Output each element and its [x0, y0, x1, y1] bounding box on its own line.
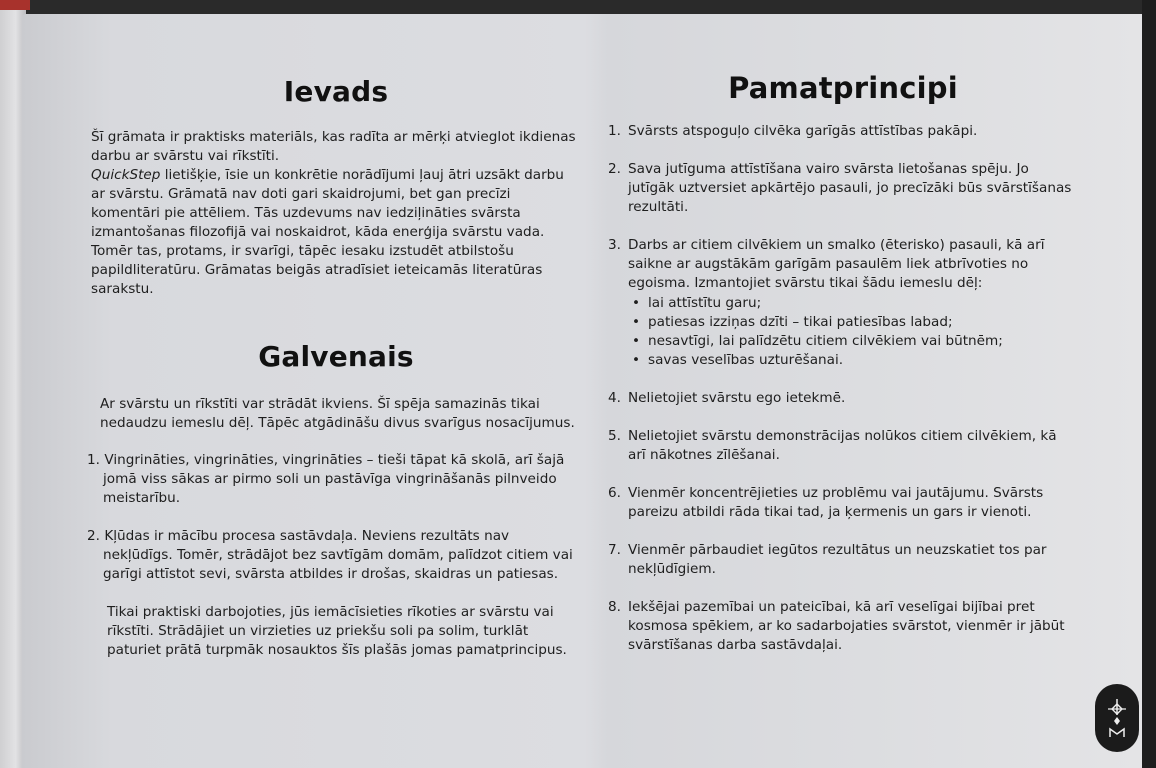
item-text: Kļūdas ir mācību procesa sastāvdaļa. Neviens rezultāts nav nekļūdīgs. Tomēr, strādājot bez savtīgām domām, palīdzot citiem vai garīgi attīstot sevi, svārsta atbildes ir drošas, skaidras un patiesas. [103, 528, 573, 582]
left-page [87, 72, 581, 660]
item-text: Vienmēr pārbaudiet iegūtos rezultātus un neuzskatiet tos par nekļūdīgiem. [628, 542, 1047, 577]
item-number: 6. [608, 485, 621, 501]
bullet-text: lai attīstītu garu; [648, 295, 762, 311]
item-text: Iekšējai pazemībai un pateicībai, kā arī veselīgai bijībai pret kosmosa spēkiem, ar ko sadarbojaties svārstot, vienmēr ir jābūt svārstīšanas darba sastāvdaļai. [628, 599, 1065, 653]
background-edge [1142, 0, 1156, 768]
item-text: Svārsts atspoguļo cilvēka garīgās attīstības pakāpi. [628, 123, 978, 139]
galvenais-intro: Ar svārstu un rīkstīti var strādāt ikviens. Šī spēja samazinās tikai nedaudzu iemeslu dēļ. Tāpēc atgādināšu divus svarīgus nosacījumus. [100, 396, 575, 431]
galvenais-item-1 [87, 451, 581, 508]
ievads-paragraph-2-text: lietišķie, īsie un konkrētie norādījumi ļauj ātri uzsākt darbu ar svārstu. Grāmatā nav doti gari skaidrojumi, bet gan precīzi komentāri pie attēliem. Tās uzdevums nav iedziļināties svārsta izmantošanas filozofijā vai noskaidrot, kāda enerģija svārstu vada. Tomēr tas, protams, ir svarīgi, tāpēc iesaku izstudēt atbilstošu papildliteratūru. Grāmatas beigās atradīsiet ieteicamās literatūras sarakstu. [91, 167, 564, 297]
item-text: Vienmēr koncentrējieties uz problēmu vai jautājumu. Svārsts pareizu atbildi rāda tikai tad, ja ķermenis un gars ir vienoti. [628, 485, 1044, 520]
item-text: Darbs ar citiem cilvēkiem un smalko (ēterisko) pasauli, kā arī saikne ar augstākām garīgām pasaulēm liek atbrīvoties no egoisma. Izmantojiet svārstu tikai šādu iemeslu dēļ: [628, 237, 1045, 291]
galvenais-list [87, 451, 581, 584]
item-number: 5. [608, 428, 621, 444]
item-text: Sava jutīguma attīstīšana vairo svārsta lietošanas spēju. Jo jutīgāk uztversiet apkārtējo pasauli, jo precīzāki būs svārstīšanas rezultāti. [628, 161, 1072, 215]
bullet-item: • lai attīstītu garu; [632, 295, 762, 311]
item-number: 4. [608, 390, 621, 406]
item-number: 7. [608, 542, 621, 558]
bullet-item: • patiesas izziņas dzīti – tikai patiesības labad; [632, 314, 953, 330]
principle-item-3 [608, 236, 1078, 370]
bullet-item: • savas veselības uzturēšanai. [632, 352, 844, 368]
ievads-heading: Ievads [283, 75, 389, 108]
item-number: 8. [608, 599, 621, 615]
bullet-text: nesavtīgi, lai palīdzētu citiem cilvēkiem vai būtnēm; [648, 333, 1003, 349]
galvenais-item-2 [87, 527, 581, 584]
book-cover-edge [0, 0, 30, 10]
galvenais-outro: Tikai praktiski darbojoties, jūs iemācīsieties rīkoties ar svārstu vai rīkstīti. Strādājiet un virzieties uz priekšu soli pa solim, turklāt paturiet prātā turpmāk nosauktos šīs plašās jomas pamatprincipus. [107, 604, 567, 658]
item-number: 2. [87, 528, 100, 544]
principle-item-2 [608, 160, 1078, 217]
item-number: 3. [608, 237, 621, 253]
principle-3-bullets [628, 294, 1078, 370]
bullet-item: • nesavtīgi, lai palīdzētu citiem cilvēkiem vai būtnēm; [632, 333, 1003, 349]
item-number: 1. [608, 123, 621, 139]
quickstep-term: QuickStep [91, 167, 161, 183]
bullet-text: patiesas izziņas dzīti – tikai patiesības labad; [648, 314, 953, 330]
pamatprincipi-heading: Pamatprincipi [728, 71, 958, 105]
principle-item-5 [608, 427, 1078, 465]
principle-item-1 [608, 122, 1078, 141]
ievads-paragraph-1: Šī grāmata ir praktisks materiāls, kas radīta ar mērķi atvieglot ikdienas darbu ar svārstu vai rīkstīti. [91, 129, 576, 164]
ievads-paragraph-2 [91, 166, 581, 299]
item-number: 1. [87, 452, 100, 468]
galvenais-heading: Galvenais [258, 340, 414, 373]
item-text: Nelietojiet svārstu demonstrācijas nolūkos citiem cilvēkiem, kā arī nākotnes zīlēšanai. [628, 428, 1057, 463]
item-text: Vingrināties, vingrināties, vingrināties – tieši tāpat kā skolā, arī šajā jomā viss sākas ar pirmo soli un pastāvīga vingrināšanās pilnveido meistarību. [103, 452, 565, 506]
bullet-text: savas veselības uzturēšanai. [648, 352, 844, 368]
principle-item-6 [608, 484, 1078, 522]
item-number: 2. [608, 161, 621, 177]
pendulum-logo-icon [1095, 684, 1139, 752]
principle-item-7 [608, 541, 1078, 579]
right-page [608, 70, 1078, 674]
pamatprincipi-list [608, 122, 1078, 655]
principle-item-4 [608, 389, 1078, 408]
item-text: Nelietojiet svārstu ego ietekmē. [628, 390, 846, 406]
principle-item-8 [608, 598, 1078, 655]
